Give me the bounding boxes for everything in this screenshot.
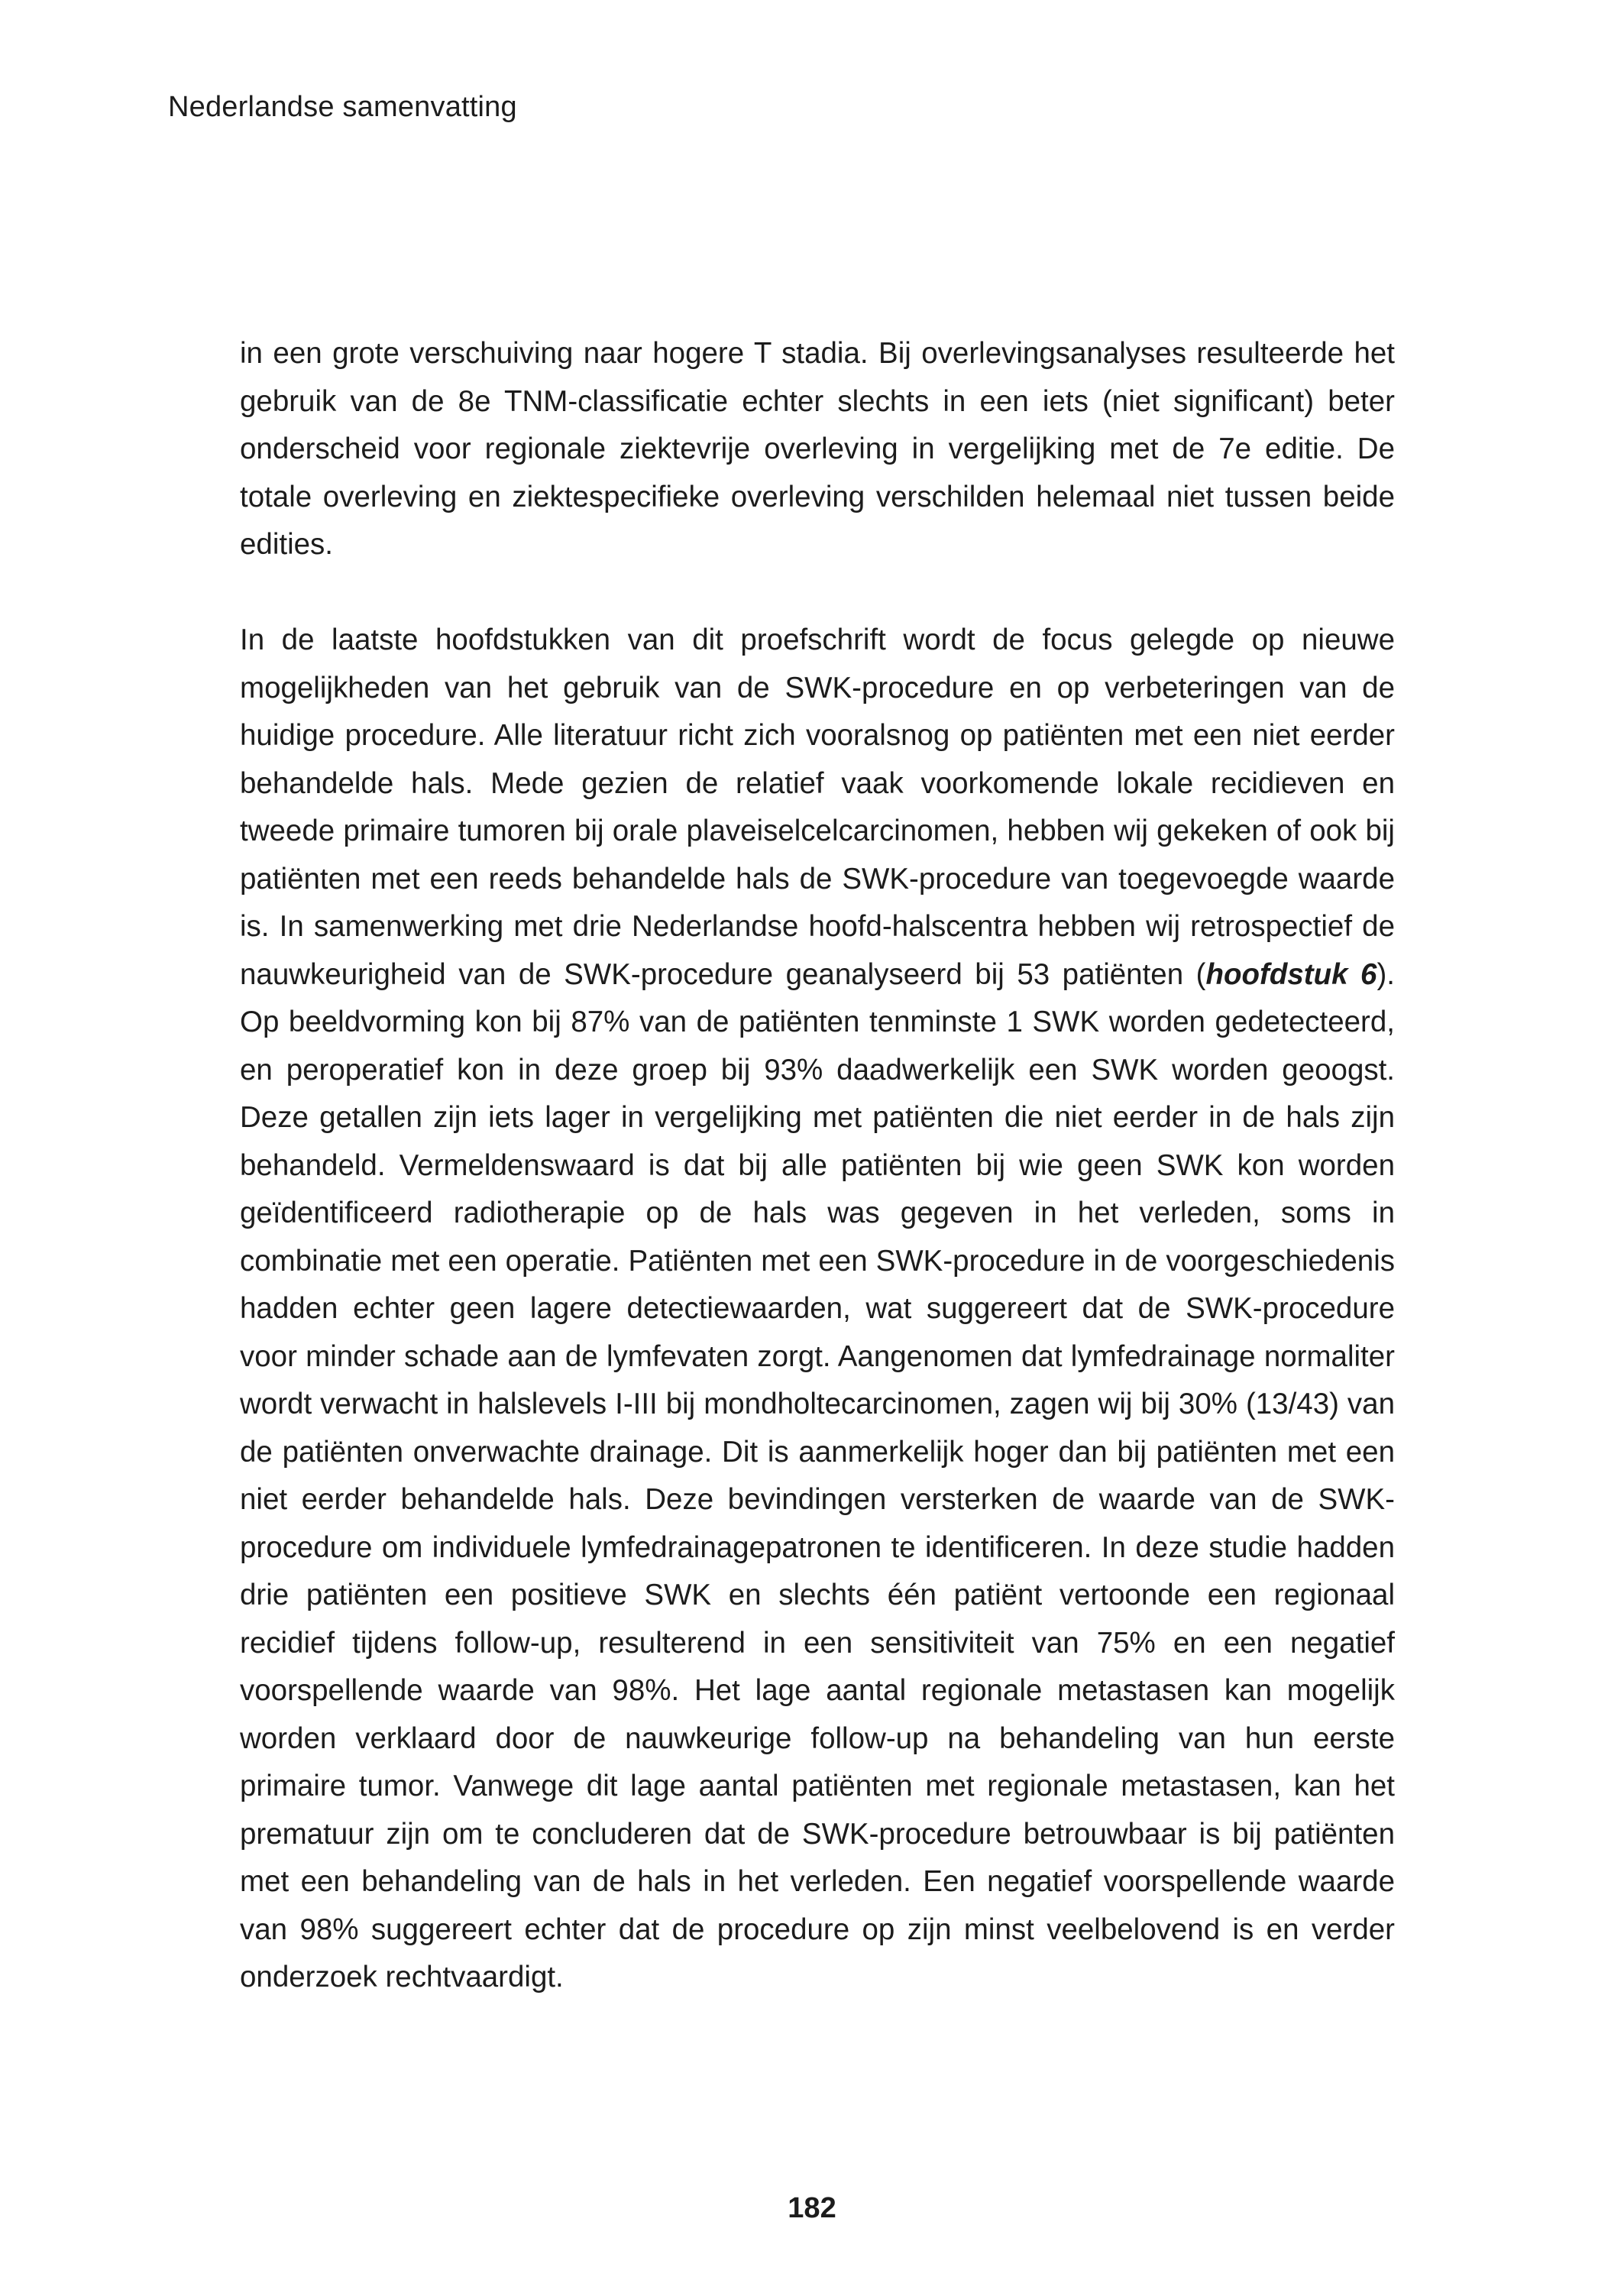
paragraph-overleving: in een grote verschuiving naar hogere T stadia. Bij overlevingsanalyses resulteerde het gebruik van de 8e TNM-classificatie echter slechts in een iets (niet significant) beter onderscheid voor regionale ziektevrije overleving in vergelijking met de 7e editie. De totale overleving en ziektespecifieke overleving verschilden helemaal niet tussen beide edities. [240,337,1395,561]
chapter-reference: hoofdstuk 6 [1205,957,1377,991]
paragraph-text-before: In de laatste hoofdstukken van dit proefschrift wordt de focus gelegde op nieuwe mogelijkheden van het gebruik van de SWK-procedure en op verbeteringen van de huidige procedure. Alle literatuur richt zich vooralsnog op patiënten met een niet eerder behandelde hals. Mede gezien de relatief vaak voorkomende lokale recidieven en tweede primaire tumoren bij orale plaveiselcelcarcinomen, hebben wij gekeken of ook bij patiënten met een reeds behandelde hals de SWK-procedure van toegevoegde waarde is. In samenwerking met drie Nederlandse hoofd-halscentra hebben wij retrospectief de nauwkeurigheid van de SWK-procedure geanalyseerd bij 53 patiënten ( [240,623,1395,991]
paragraph-swk-procedure [240,617,1395,2002]
paragraph-text-after: ). Op beeldvorming kon bij 87% van de patiënten tenminste 1 SWK worden gedetecteerd, en peroperatief kon in deze groep bij 93% daadwerkelijk een SWK worden geoogst. Deze getallen zijn iets lager in vergelijking met patiënten die niet eerder in de hals zijn behandeld. Vermeldenswaard is dat bij alle patiënten bij wie geen SWK kon worden geïdentificeerd radiotherapie op de hals was gegeven in het verleden, soms in combinatie met een operatie. Patiënten met een SWK-procedure in de voorgeschiedenis hadden echter geen lagere detectiewaarden, wat suggereert dat de SWK-procedure voor minder schade aan de lymfevaten zorgt. Aangenomen dat lymfedrainage normaliter wordt verwacht in halslevels I-III bij mondholtecarcinomen, zagen wij bij 30% (13/43) van de patiënten onverwachte drainage. Dit is aanmerkelijk hoger dan bij patiënten met een niet eerder behandelde hals. Deze bevindingen versterken de waarde van de SWK-procedure om individuele lymfedrainagepatronen te identificeren. In deze studie hadden drie patiënten een positieve SWK en slechts één patiënt vertoonde een regionaal recidief tijdens follow-up, resulterend in een sensitiviteit van 75% en een negatief voorspellende waarde van 98%. Het lage aantal regionale metastasen kan mogelijk worden verklaard door de nauwkeurige follow-up na behandeling van hun eerste primaire tumor. Vanwege dit lage aantal patiënten met regionale metastasen, kan het prematuur zijn om te concluderen dat de SWK-procedure betrouwbaar is bij patiënten met een behandeling van de hals in het verleden. Een negatief voorspellende waarde van 98% suggereert echter dat de procedure op zijn minst veelbelovend is en verder onderzoek rechtvaardigt. [240,957,1395,1993]
body-text [240,330,1395,2002]
running-header: Nederlandse samenvatting [168,91,517,123]
page-number: 182 [788,2192,836,2224]
